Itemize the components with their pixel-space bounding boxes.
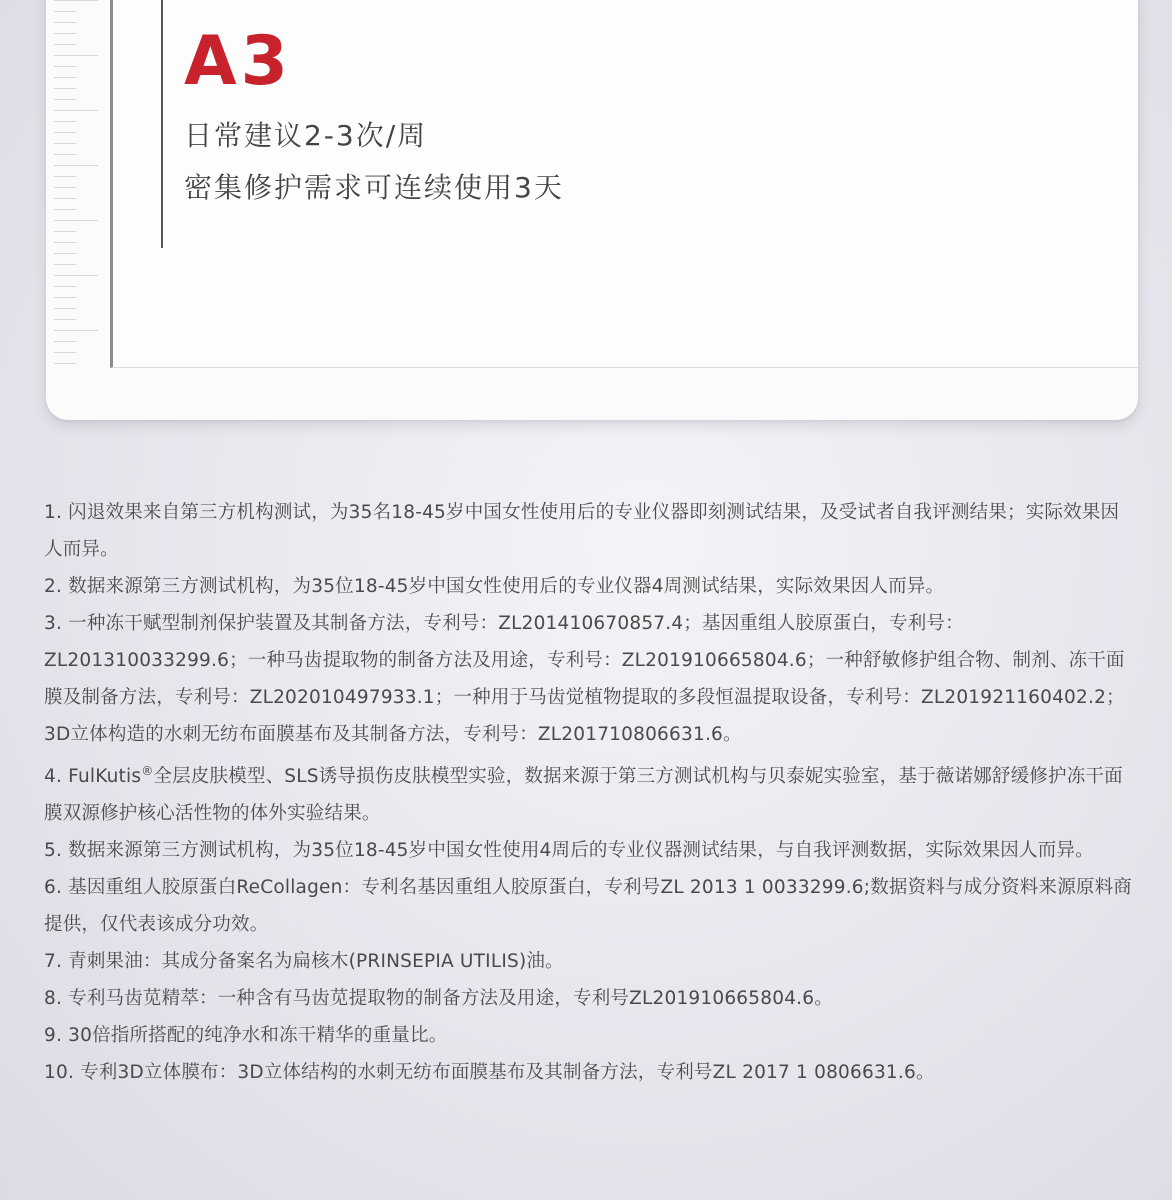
ruler-tick <box>54 22 76 23</box>
ruler-tick <box>54 352 76 353</box>
ruler-tick <box>54 275 98 276</box>
footnotes <box>44 494 1134 1091</box>
ruler-tick <box>54 242 76 243</box>
footnote-8: 8. 专利马齿苋精萃：一种含有马齿苋提取物的制备方法及用途，专利号ZL201910665804.6。 <box>44 988 833 1010</box>
usage-frequency: 日常建议2-3次/周 <box>184 119 428 152</box>
ruler-tick <box>54 66 76 67</box>
ruler-tick <box>54 11 76 12</box>
ruler-tick <box>54 209 76 210</box>
ruler-tick <box>54 198 76 199</box>
ruler-tick <box>54 220 98 221</box>
ruler-tick <box>54 33 76 34</box>
ruler-ticks <box>54 0 102 370</box>
ruler-tick <box>54 264 76 265</box>
ruler-tick <box>54 0 98 1</box>
ruler-tick <box>54 154 76 155</box>
intensive-usage: 密集修护需求可连续使用3天 <box>184 171 564 204</box>
ruler-tick <box>54 176 76 177</box>
ruler-tick <box>54 187 76 188</box>
footnote-5: 5. 数据来源第三方测试机构，为35位18-45岁中国女性使用4周后的专业仪器测试结果，与自我评测数据，实际效果因人而异。 <box>44 840 1094 862</box>
accent-line <box>161 0 163 248</box>
ruler-tick <box>54 341 76 342</box>
ruler-tick <box>54 143 76 144</box>
footnote-6: 6. 基因重组人胶原蛋白ReCollagen：专利名基因重组人胶原蛋白，专利号ZL 2013 1 0033299.6;数据资料与成分资料来源原料商提供，仅代表该成分功效。 <box>44 877 1132 936</box>
card-title: A3 <box>184 22 292 101</box>
footnote-2: 2. 数据来源第三方测试机构，为35位18-45岁中国女性使用后的专业仪器4周测试结果，实际效果因人而异。 <box>44 576 945 597</box>
ruler-tick <box>54 319 76 320</box>
ruler-tick <box>54 44 76 45</box>
footnote-10: 10. 专利3D立体膜布：3D立体结构的水刺无纺布面膜基布及其制备方法，专利号ZL 2017 1 0806631.6。 <box>44 1062 935 1084</box>
ruler-tick <box>54 231 76 232</box>
ruler-tick <box>54 253 76 254</box>
ruler-tick <box>54 297 76 298</box>
ruler-tick <box>54 55 98 56</box>
ruler-tick <box>54 286 76 287</box>
registered-mark: ® <box>141 764 154 778</box>
footnote-4-brand: 4. FulKutis <box>44 766 142 788</box>
ruler-tick <box>54 330 98 331</box>
ruler-tick <box>54 165 98 166</box>
footnote-4 <box>44 753 1134 832</box>
footnote-7: 7. 青刺果油：其成分备案名为扁核木(PRINSEPIA UTILIS)油。 <box>44 951 564 973</box>
ruler-tick <box>54 363 76 364</box>
footnote-9: 9. 30倍指所搭配的纯净水和冻干精华的重量比。 <box>44 1025 448 1047</box>
footnote-3: 3. 一种冻干赋型制剂保护装置及其制备方法，专利号：ZL201410670857.4；基因重组人胶原蛋白，专利号：ZL201310033299.6；一种马齿提取物的制备方法及用途，专利号：ZL201910665804.6；一种舒敏修护组合物、制剂、冻干面膜及制备方法，专利号：ZL202010497933.1；一种用于马齿觉植物提取的多段恒温提取设备，专利号：ZL201921160402.2；3D立体构造的水刺无纺布面膜基布及其制备方法，专利号：ZL201710806631.6。 <box>44 613 1125 745</box>
ruler-tick <box>54 99 76 100</box>
footnote-1: 1. 闪退效果来自第三方机构测试，为35名18-45岁中国女性使用后的专业仪器即刻测试结果，及受试者自我评测结果；实际效果因人而异。 <box>44 502 1120 560</box>
ruler-tick <box>54 308 76 309</box>
ruler-tick <box>54 121 76 122</box>
ruler-tick <box>54 110 98 111</box>
footnote-4-text: 全层皮肤模型、SLS诱导损伤皮肤模型实验，数据来源于第三方测试机构与贝泰妮实验室，基于薇诺娜舒缓修护冻干面膜双源修护核心活性物的体外实验结果。 <box>44 766 1123 825</box>
ruler-tick <box>54 77 76 78</box>
ruler-tick <box>54 132 76 133</box>
ruler-tick <box>54 88 76 89</box>
